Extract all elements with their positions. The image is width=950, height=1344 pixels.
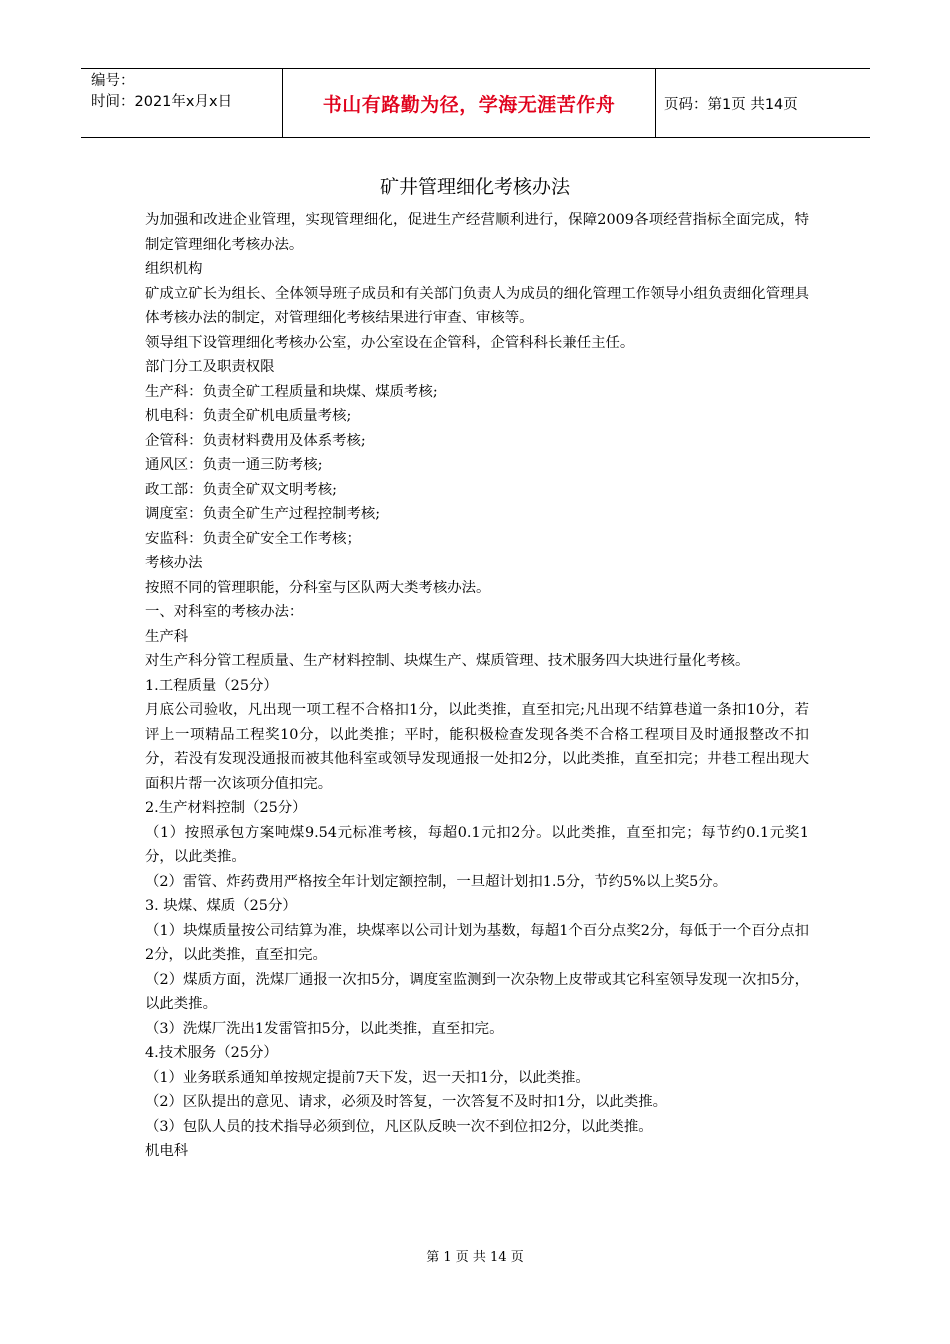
body-paragraph: （1）按照承包方案吨煤9.54元标准考核，每超0.1元扣2分。以此类推，直至扣完；每节约0.1元奖1分，以此类推。 bbox=[145, 824, 809, 865]
body-paragraph: 组织机构 bbox=[145, 261, 203, 277]
body-paragraph: 4.技术服务（25分） bbox=[145, 1045, 278, 1061]
body-paragraph: 企管科：负责材料费用及体系考核; bbox=[145, 432, 366, 449]
body-paragraph: 安监科：负责全矿安全工作考核； bbox=[145, 530, 361, 547]
body-paragraph: 1.工程质量（25分） bbox=[145, 677, 278, 694]
body-paragraph: 机电科：负责全矿机电质量考核; bbox=[145, 408, 352, 424]
body-paragraph: （1）业务联系通知单按规定提前7天下发，迟一天扣1分，以此类推。 bbox=[145, 1069, 590, 1086]
body-paragraph: 3. 块煤、煤质（25分） bbox=[145, 898, 297, 914]
body-paragraph: 2.生产材料控制（25分） bbox=[145, 800, 307, 816]
header-left-cell bbox=[81, 69, 282, 137]
header-motto-cell bbox=[282, 69, 656, 137]
header-page-cell bbox=[656, 69, 870, 137]
body-paragraph: （2）煤质方面，洗煤厂通报一次扣5分，调度室监测到一次杂物上皮带或其它科室领导发现一次扣5分，以此类推。 bbox=[145, 971, 809, 1012]
number-label: 编号： bbox=[91, 73, 135, 89]
body-paragraph: 对生产科分管工程质量、生产材料控制、块煤生产、煤质管理、技术服务四大块进行量化考核。 bbox=[145, 653, 750, 669]
body-paragraph: 考核办法 bbox=[145, 555, 203, 571]
body-paragraph: （1）块煤质量按公司结算为准，块煤率以公司计划为基数，每超1个百分点奖2分，每低于一个百分点扣2分，以此类推，直至扣完。 bbox=[145, 922, 809, 963]
body-paragraph: 调度室：负责全矿生产过程控制考核; bbox=[145, 506, 381, 522]
body-paragraph: 矿成立矿长为组长、全体领导班子成员和有关部门负责人为成员的细化管理工作领导小组负责细化管理具体考核办法的制定，对管理细化考核结果进行审查、审核等。 bbox=[145, 285, 809, 326]
body-paragraph: 为加强和改进企业管理，实现管理细化，促进生产经营顺利进行，保障2009各项经营指标全面完成，特制定管理细化考核办法。 bbox=[145, 212, 809, 253]
body-paragraph: （3）洗煤厂洗出1发雷管扣5分，以此类推，直至扣完。 bbox=[145, 1020, 504, 1037]
page-info: 页码：第1页 共14页 bbox=[664, 96, 798, 113]
body-paragraph: 生产科：负责全矿工程质量和块煤、煤质考核; bbox=[145, 383, 438, 400]
document-body bbox=[145, 208, 809, 1164]
body-paragraph: 机电科 bbox=[145, 1143, 189, 1159]
document-title: 矿井管理细化考核办法 bbox=[379, 176, 570, 198]
body-paragraph: 一、对科室的考核办法： bbox=[145, 604, 304, 620]
body-paragraph: 部门分工及职责权限 bbox=[145, 359, 275, 375]
page-footer: 第 1 页 共 14 页 bbox=[426, 1250, 524, 1265]
body-paragraph: （2）雷管、炸药费用严格按全年计划定额控制，一旦超计划扣1.5分，节约5%以上奖5分。 bbox=[145, 873, 728, 890]
body-paragraph: 按照不同的管理职能，分科室与区队两大类考核办法。 bbox=[145, 579, 491, 596]
body-paragraph: 生产科 bbox=[145, 628, 189, 645]
body-paragraph: 领导组下设管理细化考核办公室，办公室设在企管科，企管科科长兼任主任。 bbox=[145, 334, 635, 351]
body-paragraph: （3）包队人员的技术指导必须到位，凡区队反映一次不到位扣2分，以此类推。 bbox=[145, 1118, 653, 1135]
body-paragraph: （2）区队提出的意见、请求，必须及时答复，一次答复不及时扣1分，以此类推。 bbox=[145, 1094, 667, 1110]
body-paragraph: 通风区：负责一通三防考核; bbox=[145, 457, 323, 473]
body-paragraph: 政工部：负责全矿双文明考核; bbox=[145, 481, 337, 498]
body-paragraph: 月底公司验收，凡出现一项工程不合格扣1分，以此类推，直至扣完;凡出现不结算巷道一条扣10分，若评上一项精品工程奖10分，以此类推；平时，能积极检查发现各类不合格工程项目及时通报整改不扣分，若没有发现没通报而被其他科室或领导发现通报一处扣2分，以此类推，直至扣完；井巷工程出现大面积片帮一次该项分值扣完。 bbox=[145, 702, 809, 792]
header-table bbox=[81, 68, 870, 138]
motto-text: 书山有路勤为径，学海无涯苦作舟 bbox=[322, 93, 616, 116]
time-label: 时间：2021年x月x日 bbox=[91, 94, 233, 110]
